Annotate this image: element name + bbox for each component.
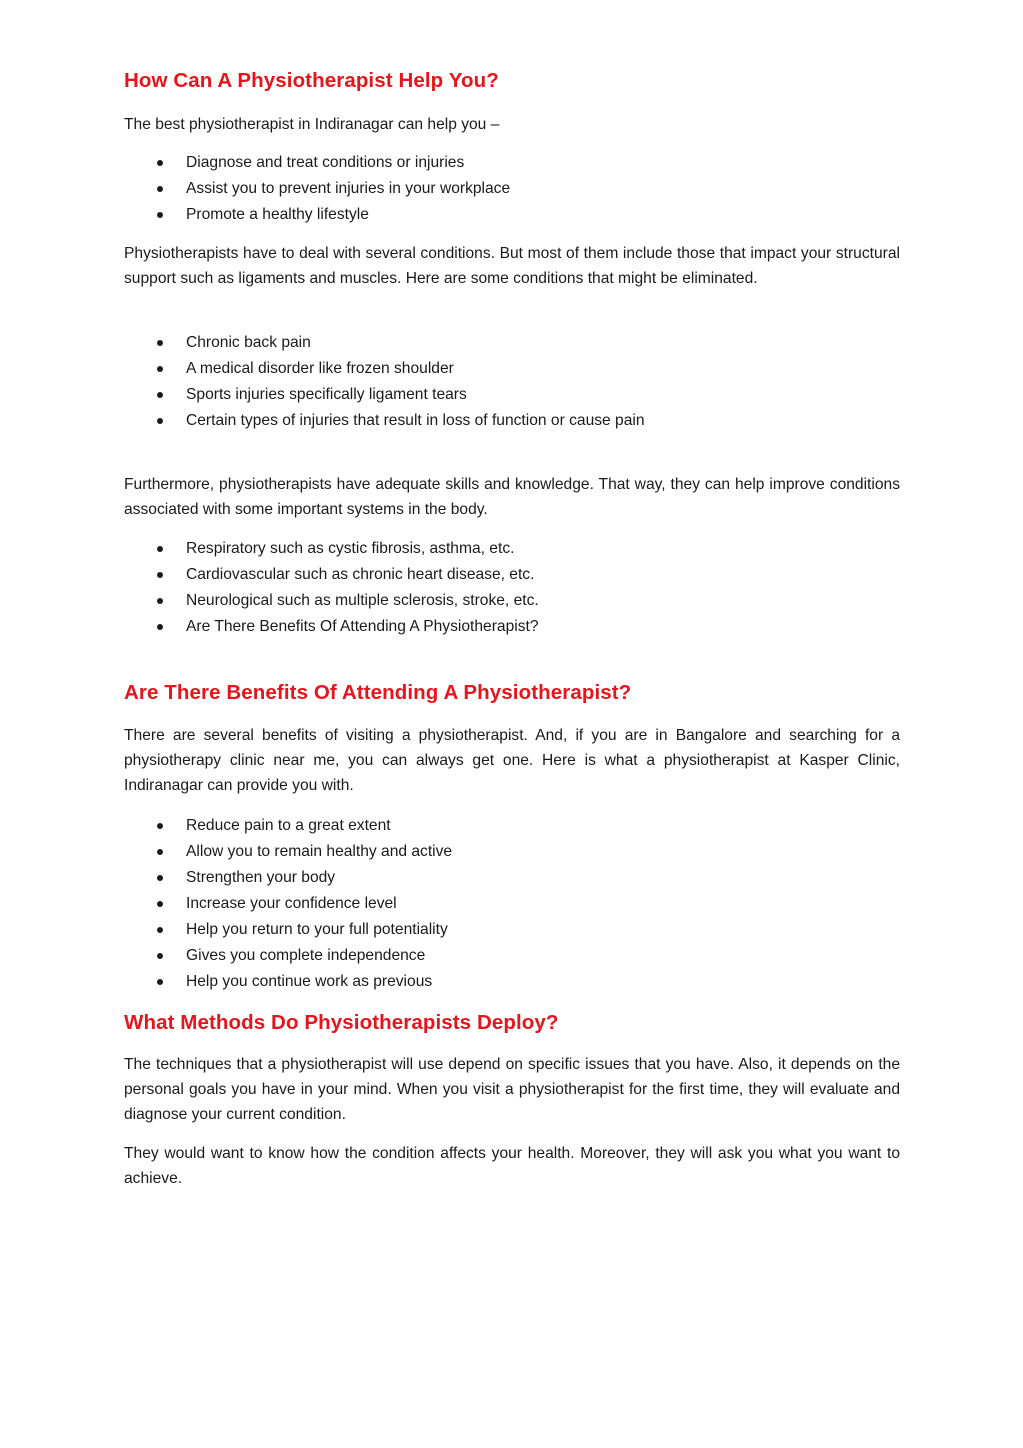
bullet-icon: [157, 979, 163, 985]
bullet-icon: [157, 624, 163, 630]
list-item: Increase your confidence level: [124, 891, 900, 917]
list-item: Assist you to prevent injuries in your workplace: [124, 176, 900, 202]
bullet-icon: [157, 849, 163, 855]
list-item: Cardiovascular such as chronic heart disease, etc.: [124, 562, 900, 588]
methods-paragraph: The techniques that a physiotherapist will use depend on specific issues that you have. Also, it depends on the personal goals you have in your mind. When you visit a physiotherapist for the first time, they will evaluate and diagnose your current condition.: [124, 1056, 900, 1123]
list-item: Promote a healthy lifestyle: [124, 202, 900, 228]
benefits-list: [124, 813, 900, 995]
list-item: A medical disorder like frozen shoulder: [124, 356, 900, 382]
benefits-paragraph: There are several benefits of visiting a physiotherapist. And, if you are in Bangalore and searching for a physiotherapy clinic near me, you can always get one. Here is what a physiotherapist at Kasper Clinic, Indiranagar can provide you with.: [124, 727, 900, 794]
list-item: Allow you to remain healthy and active: [124, 839, 900, 865]
bullet-icon: [157, 546, 163, 552]
list-item: Certain types of injuries that result in loss of function or cause pain: [124, 408, 900, 434]
heading-benefits: Are There Benefits Of Attending A Physiotherapist?: [124, 681, 632, 704]
bullet-icon: [157, 572, 163, 578]
list-item: Are There Benefits Of Attending A Physiotherapist?: [124, 614, 900, 640]
bullet-icon: [157, 392, 163, 398]
bullet-icon: [157, 418, 163, 424]
bullet-icon: [157, 927, 163, 933]
bullet-icon: [157, 598, 163, 604]
conditions-list: [124, 330, 900, 434]
bullet-icon: [157, 186, 163, 192]
bullet-icon: [157, 340, 163, 346]
bullet-icon: [157, 875, 163, 881]
systems-list: [124, 536, 900, 640]
list-item: Help you continue work as previous: [124, 969, 900, 995]
list-item: Gives you complete independence: [124, 943, 900, 969]
list-item: Chronic back pain: [124, 330, 900, 356]
heading-methods: What Methods Do Physiotherapists Deploy?: [124, 1011, 559, 1034]
heading-how-can-help: How Can A Physiotherapist Help You?: [124, 69, 499, 92]
bullet-icon: [157, 366, 163, 372]
bullet-icon: [157, 212, 163, 218]
condition-effects-paragraph: They would want to know how the condition affects your health. Moreover, they will ask you what you want to achieve.: [124, 1145, 900, 1187]
list-item: Help you return to your full potentiality: [124, 917, 900, 943]
list-item: Neurological such as multiple sclerosis, stroke, etc.: [124, 588, 900, 614]
bullet-icon: [157, 160, 163, 166]
list-item: Reduce pain to a great extent: [124, 813, 900, 839]
list-item: Sports injuries specifically ligament tears: [124, 382, 900, 408]
bullet-icon: [157, 823, 163, 829]
intro-paragraph: The best physiotherapist in Indiranagar can help you –: [124, 116, 500, 133]
bullet-icon: [157, 901, 163, 907]
list-item: Diagnose and treat conditions or injuries: [124, 150, 900, 176]
conditions-paragraph: Physiotherapists have to deal with several conditions. But most of them include those that impact your structural support such as ligaments and muscles. Here are some conditions that might be eliminated.: [124, 245, 900, 287]
bullet-icon: [157, 953, 163, 959]
list-item: Respiratory such as cystic fibrosis, asthma, etc.: [124, 536, 900, 562]
systems-paragraph: Furthermore, physiotherapists have adequate skills and knowledge. That way, they can help improve conditions associated with some important systems in the body.: [124, 476, 900, 518]
list-item: Strengthen your body: [124, 865, 900, 891]
help-list: [124, 150, 900, 228]
